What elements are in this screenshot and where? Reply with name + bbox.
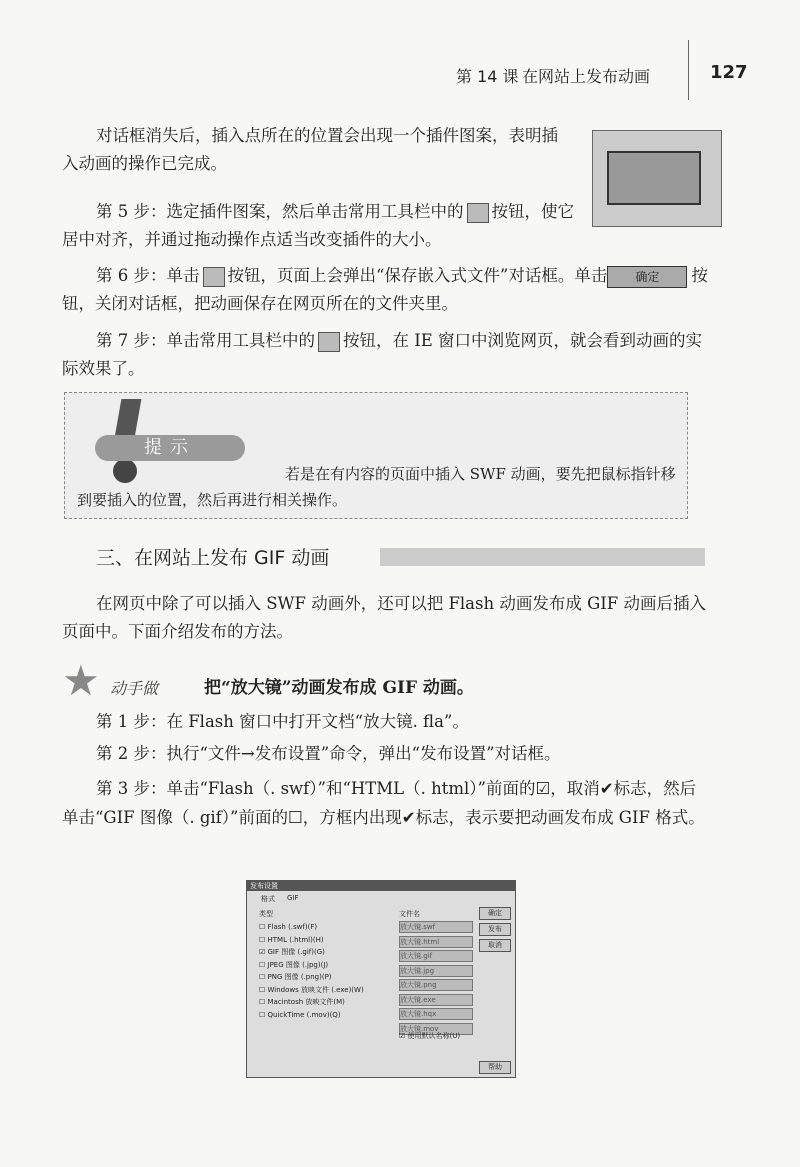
- header-divider: [688, 40, 689, 100]
- ok-button-image: 确定: [607, 266, 687, 288]
- type-checkbox[interactable]: ☑ GIF 图像 (.gif)(G): [259, 948, 325, 956]
- text: 按钮，关闭对话框，把动画保存在网页所在的文件夹里。: [62, 266, 708, 313]
- align-center-icon: [467, 203, 489, 223]
- lesson-title: 在网站上发布动画: [522, 67, 651, 86]
- type-checkbox[interactable]: ☐ Macintosh 放映文件(M): [259, 998, 345, 1006]
- step: 第 1 步：在 Flash 窗口中打开文档“放大镜. fla”。: [96, 712, 469, 731]
- ok-button[interactable]: 确定: [479, 907, 511, 920]
- type-checkbox[interactable]: ☐ Flash (.swf)(F): [259, 923, 318, 931]
- type-checkbox[interactable]: ☐ HTML (.html)(H): [259, 935, 324, 944]
- type-label: 类型: [259, 910, 273, 918]
- filename-field[interactable]: 放大镜.gif: [399, 950, 473, 962]
- lesson-number: 第 14 课: [456, 67, 519, 86]
- help-button[interactable]: 帮助: [479, 1061, 511, 1074]
- filename-field[interactable]: 放大镜.exe: [399, 994, 473, 1006]
- activity-label: 动手做: [110, 679, 159, 698]
- text: 第 7 步：单击常用工具栏中的: [96, 331, 315, 350]
- paragraph: 在网页中除了可以插入 SWF 动画外，还可以把 Flash 动画发布成 GIF 动画后插入页面中。下面介绍发布的方法。: [62, 594, 706, 641]
- filename-field[interactable]: 放大镜.png: [399, 979, 473, 991]
- paragraph: [62, 262, 712, 318]
- paragraph: [62, 198, 582, 254]
- step: 第 2 步：执行“文件→发布设置”命令，弹出“发布设置”对话框。: [96, 744, 561, 763]
- filename-field[interactable]: 放大镜.html: [399, 936, 473, 948]
- type-checkbox[interactable]: ☐ Windows 放映文件 (.exe)(W): [259, 985, 364, 994]
- type-list: [259, 921, 393, 1021]
- paragraph: [62, 327, 712, 383]
- save-icon: [203, 267, 225, 287]
- section-title: 三、在网站上发布 GIF 动画: [96, 547, 330, 569]
- text: 第 6 步：单击: [96, 266, 200, 285]
- type-checkbox[interactable]: ☐ PNG 图像 (.png)(P): [259, 973, 332, 981]
- text: 按钮，页面上会弹出“保存嵌入式文件”对话框。单击: [227, 266, 608, 285]
- default-names-checkbox[interactable]: ☑ 使用默认名称(U): [399, 1032, 461, 1040]
- tip-box: [64, 392, 688, 519]
- publish-settings-dialog: [246, 880, 516, 1078]
- plugin-image: [592, 130, 722, 227]
- text: 按钮，在 IE 窗口中浏览网页，就会看到动画的实际效果了。: [62, 331, 703, 378]
- cancel-button[interactable]: 取消: [479, 939, 511, 952]
- filename-field[interactable]: 放大镜.mov: [399, 1023, 473, 1035]
- paragraph: 对话框消失后，插入点所在的位置会出现一个插件图案，表明插入动画的操作已完成。: [62, 126, 558, 173]
- tab-gif[interactable]: GIF: [287, 894, 299, 902]
- section-bar: [380, 548, 705, 566]
- text: 按钮，使它居中对齐，并通过拖动操作点适当改变插件的大小。: [62, 202, 574, 249]
- tip-text: 若是在有内容的页面中插入 SWF 动画，要先把鼠标指针移到要插入的位置，然后再进行相关操作。: [77, 465, 676, 509]
- tab-format[interactable]: 格式: [261, 895, 275, 903]
- star-icon: ★: [62, 656, 100, 705]
- preview-browser-icon: [318, 332, 340, 352]
- text: 第 5 步：选定插件图案，然后单击常用工具栏中的: [96, 202, 464, 221]
- filename-list: [399, 921, 473, 1037]
- filename-field[interactable]: 放大镜.hqx: [399, 1008, 473, 1020]
- type-checkbox[interactable]: ☐ QuickTime (.mov)(Q): [259, 1010, 341, 1019]
- publish-button[interactable]: 发布: [479, 923, 511, 936]
- step: 第 3 步：单击“Flash（. swf）”和“HTML（. html）”前面的☑，取消✔标志，然后单击“GIF 图像（. gif）”前面的☐，方框内出现✔标志，表示要把动画发布成 GIF 格式。: [62, 779, 705, 827]
- filename-field[interactable]: 放大镜.jpg: [399, 965, 473, 977]
- filename-label: 文件名: [399, 910, 420, 918]
- type-checkbox[interactable]: ☐ JPEG 图像 (.jpg)(J): [259, 960, 329, 969]
- page-number: 127: [710, 62, 748, 83]
- activity-title: 把“放大镜”动画发布成 GIF 动画。: [204, 678, 474, 698]
- dialog-title: 发布设置: [247, 881, 515, 891]
- tip-badge: 提示: [95, 435, 245, 461]
- filename-field[interactable]: 放大镜.swf: [399, 921, 473, 933]
